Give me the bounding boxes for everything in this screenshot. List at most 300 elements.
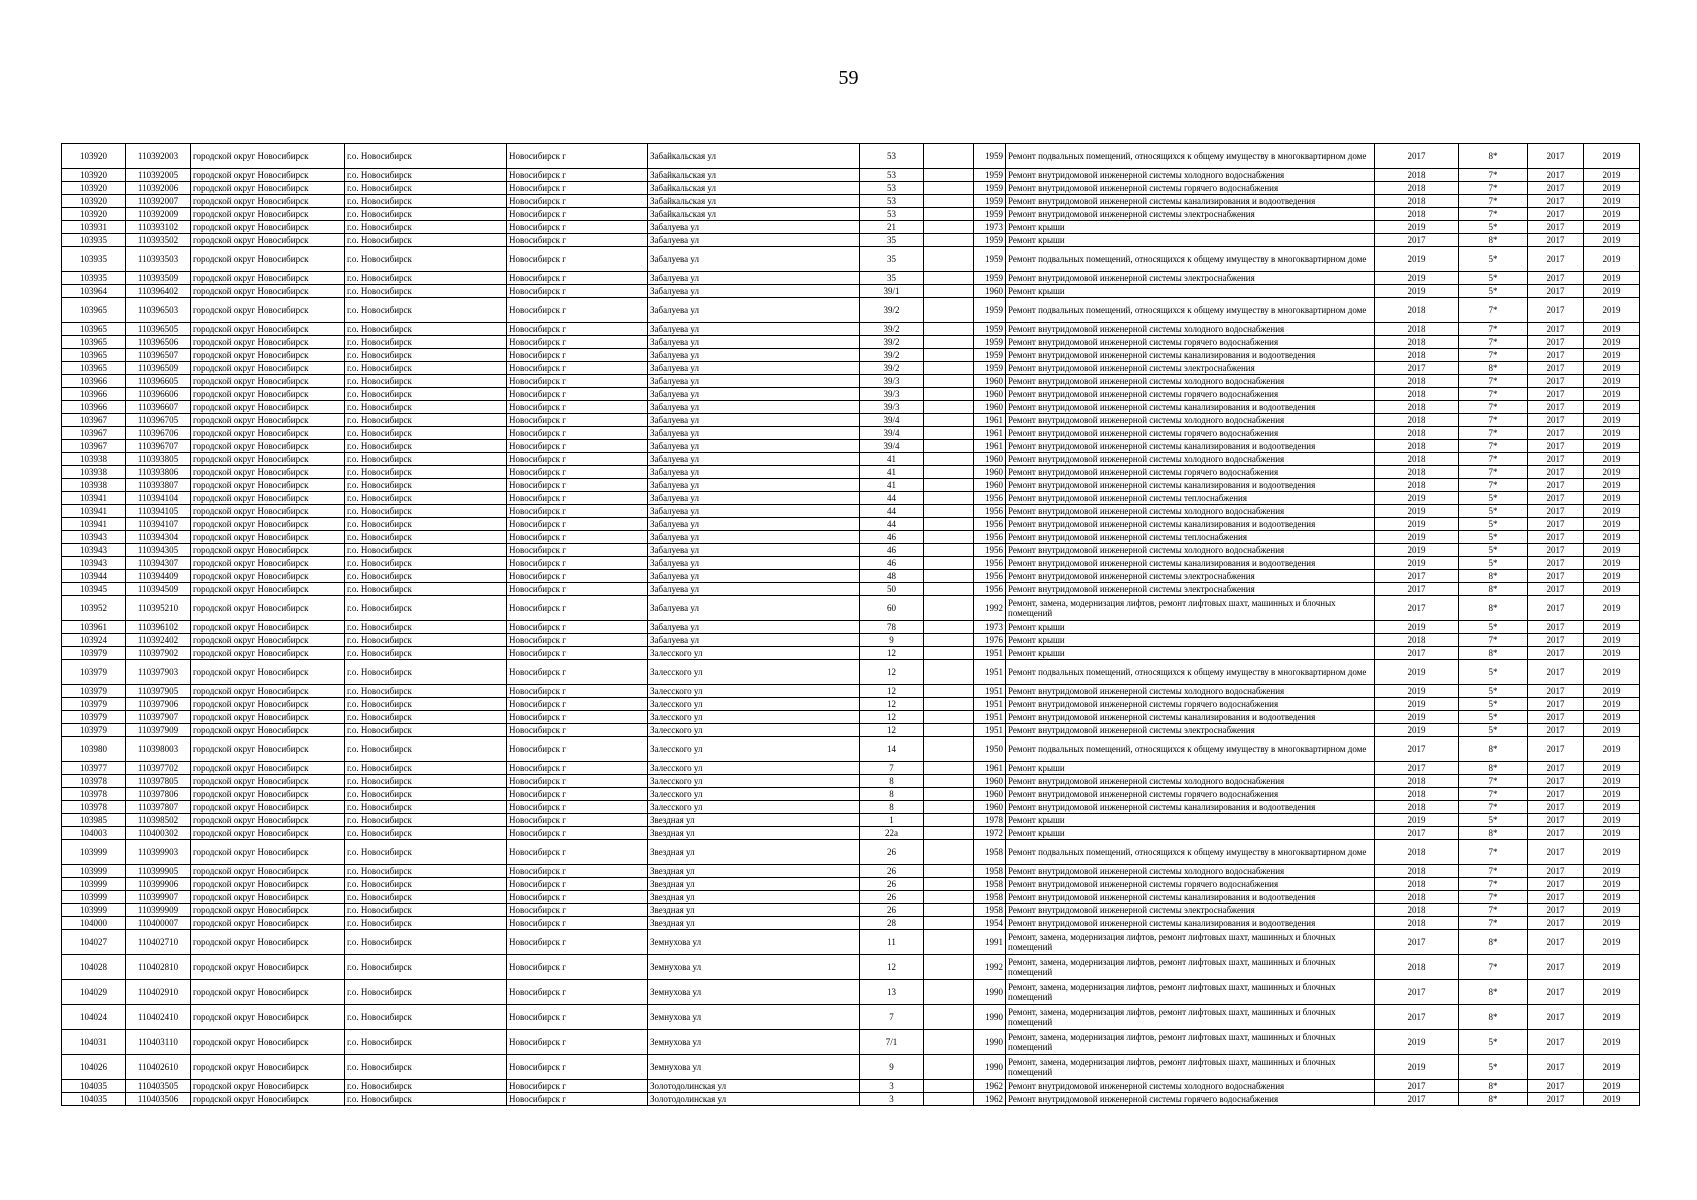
cell-house: 7 [860, 762, 924, 775]
cell-plan-year: 2017 [1375, 762, 1459, 775]
cell-house: 8 [860, 801, 924, 814]
cell-work-code: 110397806 [126, 788, 191, 801]
cell-year-built: 1962 [974, 1080, 1006, 1093]
cell-municipality: городской округ Новосибирск [191, 349, 345, 362]
cell-work-type: Ремонт крыши [1006, 762, 1375, 775]
cell-extra [924, 144, 974, 169]
cell-work-type: Ремонт, замена, модернизация лифтов, ремонт лифтовых шахт, машинных и блочных помещений [1006, 1055, 1375, 1080]
cell-period-end: 2019 [1584, 336, 1640, 349]
cell-year-built: 1960 [974, 401, 1006, 414]
cell-municipality: городской округ Новосибирск [191, 775, 345, 788]
cell-house: 22а [860, 827, 924, 840]
cell-house: 41 [860, 453, 924, 466]
cell-extra [924, 336, 974, 349]
cell-work-code: 110394304 [126, 531, 191, 544]
cell-street: Звездная ул [648, 917, 860, 930]
cell-object-id: 103979 [62, 647, 126, 660]
cell-district: г.о. Новосибирск [345, 505, 507, 518]
cell-district: г.о. Новосибирск [345, 840, 507, 865]
cell-street: Забалуева ул [648, 298, 860, 323]
table-row [62, 904, 1640, 917]
cell-work-type: Ремонт внутридомовой инженерной системы канализирования и водоотведения [1006, 711, 1375, 724]
cell-criteria: 5* [1459, 221, 1528, 234]
cell-house: 46 [860, 557, 924, 570]
cell-period-start: 2017 [1528, 466, 1584, 479]
cell-district: г.о. Новосибирск [345, 814, 507, 827]
cell-period-start: 2017 [1528, 388, 1584, 401]
cell-year-built: 1992 [974, 596, 1006, 621]
cell-work-type: Ремонт, замена, модернизация лифтов, ремонт лифтовых шахт, машинных и блочных помещений [1006, 980, 1375, 1005]
cell-criteria: 7* [1459, 865, 1528, 878]
cell-work-code: 110396102 [126, 621, 191, 634]
cell-period-start: 2017 [1528, 272, 1584, 285]
cell-extra [924, 904, 974, 917]
cell-criteria: 7* [1459, 904, 1528, 917]
cell-period-end: 2019 [1584, 570, 1640, 583]
cell-extra [924, 698, 974, 711]
cell-district: г.о. Новосибирск [345, 466, 507, 479]
cell-extra [924, 878, 974, 891]
cell-house: 26 [860, 865, 924, 878]
cell-extra [924, 323, 974, 336]
cell-house: 44 [860, 492, 924, 505]
cell-period-end: 2019 [1584, 621, 1640, 634]
cell-house: 78 [860, 621, 924, 634]
cell-object-id: 103965 [62, 323, 126, 336]
cell-object-id: 103945 [62, 583, 126, 596]
table-row [62, 208, 1640, 221]
table-row [62, 298, 1640, 323]
cell-municipality: городской округ Новосибирск [191, 414, 345, 427]
cell-period-end: 2019 [1584, 531, 1640, 544]
cell-year-built: 1960 [974, 788, 1006, 801]
cell-street: Залесского ул [648, 711, 860, 724]
cell-house: 8 [860, 775, 924, 788]
cell-plan-year: 2018 [1375, 955, 1459, 980]
cell-work-code: 110392007 [126, 195, 191, 208]
cell-extra [924, 453, 974, 466]
cell-house: 26 [860, 904, 924, 917]
cell-city: Новосибирск г [507, 788, 648, 801]
cell-year-built: 1990 [974, 1055, 1006, 1080]
cell-city: Новосибирск г [507, 234, 648, 247]
cell-criteria: 7* [1459, 801, 1528, 814]
cell-year-built: 1959 [974, 144, 1006, 169]
cell-year-built: 1951 [974, 711, 1006, 724]
cell-house: 12 [860, 647, 924, 660]
cell-extra [924, 775, 974, 788]
cell-period-start: 2017 [1528, 298, 1584, 323]
cell-period-start: 2017 [1528, 827, 1584, 840]
cell-criteria: 5* [1459, 814, 1528, 827]
cell-plan-year: 2019 [1375, 247, 1459, 272]
cell-district: г.о. Новосибирск [345, 298, 507, 323]
cell-extra [924, 401, 974, 414]
cell-work-code: 110397909 [126, 724, 191, 737]
cell-street: Залесского ул [648, 762, 860, 775]
cell-work-type: Ремонт внутридомовой инженерной системы горячего водоснабжения [1006, 1093, 1375, 1106]
cell-extra [924, 285, 974, 298]
cell-city: Новосибирск г [507, 840, 648, 865]
cell-object-id: 103941 [62, 518, 126, 531]
cell-criteria: 7* [1459, 891, 1528, 904]
cell-district: г.о. Новосибирск [345, 401, 507, 414]
cell-street: Забалуева ул [648, 234, 860, 247]
table-row [62, 647, 1640, 660]
cell-extra [924, 814, 974, 827]
cell-work-code: 110392402 [126, 634, 191, 647]
cell-city: Новосибирск г [507, 492, 648, 505]
cell-city: Новосибирск г [507, 427, 648, 440]
cell-extra [924, 479, 974, 492]
cell-period-start: 2017 [1528, 375, 1584, 388]
cell-street: Золотодолинская ул [648, 1093, 860, 1106]
cell-year-built: 1960 [974, 801, 1006, 814]
cell-work-code: 110402410 [126, 1005, 191, 1030]
cell-object-id: 103961 [62, 621, 126, 634]
cell-year-built: 1958 [974, 840, 1006, 865]
cell-district: г.о. Новосибирск [345, 685, 507, 698]
cell-year-built: 1990 [974, 980, 1006, 1005]
cell-work-type: Ремонт внутридомовой инженерной системы канализирования и водоотведения [1006, 557, 1375, 570]
cell-work-code: 110393805 [126, 453, 191, 466]
cell-work-code: 110394409 [126, 570, 191, 583]
cell-street: Забалуева ул [648, 414, 860, 427]
cell-extra [924, 349, 974, 362]
cell-work-type: Ремонт крыши [1006, 647, 1375, 660]
cell-extra [924, 685, 974, 698]
cell-house: 39/2 [860, 362, 924, 375]
cell-period-end: 2019 [1584, 711, 1640, 724]
cell-district: г.о. Новосибирск [345, 1093, 507, 1106]
cell-criteria: 5* [1459, 518, 1528, 531]
table-row [62, 955, 1640, 980]
cell-work-type: Ремонт подвальных помещений, относящихся к общему имуществу в многоквартирном доме [1006, 840, 1375, 865]
table-row [62, 272, 1640, 285]
cell-object-id: 103964 [62, 285, 126, 298]
cell-work-code: 110397906 [126, 698, 191, 711]
cell-municipality: городской округ Новосибирск [191, 362, 345, 375]
cell-extra [924, 801, 974, 814]
cell-municipality: городской округ Новосибирск [191, 878, 345, 891]
table-row [62, 685, 1640, 698]
cell-extra [924, 195, 974, 208]
cell-work-code: 110393503 [126, 247, 191, 272]
cell-work-code: 110396706 [126, 427, 191, 440]
cell-house: 12 [860, 724, 924, 737]
cell-plan-year: 2019 [1375, 660, 1459, 685]
cell-district: г.о. Новосибирск [345, 698, 507, 711]
cell-plan-year: 2018 [1375, 891, 1459, 904]
cell-plan-year: 2018 [1375, 375, 1459, 388]
cell-object-id: 103952 [62, 596, 126, 621]
cell-house: 9 [860, 634, 924, 647]
cell-district: г.о. Новосибирск [345, 801, 507, 814]
cell-district: г.о. Новосибирск [345, 878, 507, 891]
cell-district: г.о. Новосибирск [345, 453, 507, 466]
table-row [62, 724, 1640, 737]
cell-plan-year: 2019 [1375, 505, 1459, 518]
cell-period-end: 2019 [1584, 955, 1640, 980]
cell-city: Новосибирск г [507, 775, 648, 788]
table-row [62, 865, 1640, 878]
cell-street: Земнухова ул [648, 930, 860, 955]
cell-criteria: 5* [1459, 492, 1528, 505]
cell-criteria: 8* [1459, 362, 1528, 375]
cell-work-type: Ремонт внутридомовой инженерной системы канализирования и водоотведения [1006, 401, 1375, 414]
cell-house: 44 [860, 518, 924, 531]
cell-extra [924, 891, 974, 904]
cell-period-start: 2017 [1528, 570, 1584, 583]
cell-city: Новосибирск г [507, 362, 648, 375]
cell-object-id: 103979 [62, 660, 126, 685]
cell-extra [924, 414, 974, 427]
cell-work-code: 110400007 [126, 917, 191, 930]
cell-work-code: 110393509 [126, 272, 191, 285]
cell-object-id: 103980 [62, 737, 126, 762]
cell-house: 7 [860, 1005, 924, 1030]
cell-period-end: 2019 [1584, 737, 1640, 762]
cell-criteria: 7* [1459, 453, 1528, 466]
cell-criteria: 7* [1459, 349, 1528, 362]
cell-city: Новосибирск г [507, 1005, 648, 1030]
cell-year-built: 1951 [974, 660, 1006, 685]
table-row [62, 169, 1640, 182]
cell-work-code: 110402610 [126, 1055, 191, 1080]
cell-plan-year: 2018 [1375, 479, 1459, 492]
cell-extra [924, 660, 974, 685]
cell-criteria: 8* [1459, 762, 1528, 775]
cell-city: Новосибирск г [507, 1055, 648, 1080]
cell-street: Забайкальская ул [648, 208, 860, 221]
cell-district: г.о. Новосибирск [345, 583, 507, 596]
cell-municipality: городской округ Новосибирск [191, 647, 345, 660]
cell-work-type: Ремонт крыши [1006, 221, 1375, 234]
cell-year-built: 1973 [974, 221, 1006, 234]
cell-period-end: 2019 [1584, 362, 1640, 375]
cell-plan-year: 2019 [1375, 1030, 1459, 1055]
cell-work-type: Ремонт крыши [1006, 814, 1375, 827]
cell-municipality: городской округ Новосибирск [191, 182, 345, 195]
cell-work-code: 110392003 [126, 144, 191, 169]
cell-work-type: Ремонт внутридомовой инженерной системы канализирования и водоотведения [1006, 891, 1375, 904]
cell-district: г.о. Новосибирск [345, 221, 507, 234]
cell-city: Новосибирск г [507, 401, 648, 414]
cell-period-start: 2017 [1528, 505, 1584, 518]
cell-district: г.о. Новосибирск [345, 144, 507, 169]
cell-extra [924, 234, 974, 247]
cell-criteria: 7* [1459, 336, 1528, 349]
cell-work-code: 110396507 [126, 349, 191, 362]
cell-city: Новосибирск г [507, 801, 648, 814]
cell-year-built: 1959 [974, 247, 1006, 272]
cell-year-built: 1959 [974, 298, 1006, 323]
cell-house: 26 [860, 840, 924, 865]
cell-object-id: 103943 [62, 557, 126, 570]
cell-work-type: Ремонт внутридомовой инженерной системы канализирования и водоотведения [1006, 440, 1375, 453]
cell-period-end: 2019 [1584, 388, 1640, 401]
cell-city: Новосибирск г [507, 195, 648, 208]
cell-period-start: 2017 [1528, 904, 1584, 917]
cell-district: г.о. Новосибирск [345, 711, 507, 724]
cell-period-start: 2017 [1528, 144, 1584, 169]
cell-municipality: городской округ Новосибирск [191, 814, 345, 827]
cell-criteria: 5* [1459, 531, 1528, 544]
cell-city: Новосибирск г [507, 453, 648, 466]
cell-house: 3 [860, 1080, 924, 1093]
table-row [62, 1005, 1640, 1030]
table-row [62, 762, 1640, 775]
cell-object-id: 103967 [62, 414, 126, 427]
cell-municipality: городской округ Новосибирск [191, 453, 345, 466]
cell-municipality: городской округ Новосибирск [191, 762, 345, 775]
cell-period-end: 2019 [1584, 349, 1640, 362]
cell-city: Новосибирск г [507, 955, 648, 980]
cell-work-type: Ремонт, замена, модернизация лифтов, ремонт лифтовых шахт, машинных и блочных помещений [1006, 930, 1375, 955]
cell-municipality: городской округ Новосибирск [191, 904, 345, 917]
cell-street: Забайкальская ул [648, 169, 860, 182]
cell-year-built: 1956 [974, 544, 1006, 557]
cell-work-type: Ремонт внутридомовой инженерной системы холодного водоснабжения [1006, 323, 1375, 336]
cell-city: Новосибирск г [507, 182, 648, 195]
cell-plan-year: 2018 [1375, 401, 1459, 414]
table-row [62, 583, 1640, 596]
cell-municipality: городской округ Новосибирск [191, 208, 345, 221]
cell-plan-year: 2018 [1375, 440, 1459, 453]
cell-object-id: 103979 [62, 698, 126, 711]
cell-municipality: городской округ Новосибирск [191, 1030, 345, 1055]
cell-extra [924, 298, 974, 323]
cell-work-type: Ремонт внутридомовой инженерной системы электроснабжения [1006, 208, 1375, 221]
cell-period-end: 2019 [1584, 1030, 1640, 1055]
cell-street: Залесского ул [648, 801, 860, 814]
cell-work-code: 110393807 [126, 479, 191, 492]
cell-year-built: 1956 [974, 505, 1006, 518]
cell-year-built: 1992 [974, 955, 1006, 980]
cell-object-id: 103966 [62, 401, 126, 414]
cell-street: Звездная ул [648, 891, 860, 904]
cell-plan-year: 2018 [1375, 801, 1459, 814]
cell-period-end: 2019 [1584, 724, 1640, 737]
cell-plan-year: 2019 [1375, 285, 1459, 298]
cell-street: Земнухова ул [648, 980, 860, 1005]
cell-municipality: городской округ Новосибирск [191, 505, 345, 518]
cell-city: Новосибирск г [507, 466, 648, 479]
cell-period-end: 2019 [1584, 865, 1640, 878]
cell-extra [924, 531, 974, 544]
cell-object-id: 103935 [62, 234, 126, 247]
cell-extra [924, 955, 974, 980]
cell-plan-year: 2019 [1375, 621, 1459, 634]
cell-object-id: 104026 [62, 1055, 126, 1080]
cell-object-id: 103920 [62, 182, 126, 195]
cell-object-id: 103965 [62, 298, 126, 323]
cell-house: 12 [860, 698, 924, 711]
cell-year-built: 1959 [974, 323, 1006, 336]
cell-work-code: 110394307 [126, 557, 191, 570]
cell-year-built: 1959 [974, 208, 1006, 221]
cell-street: Забалуева ул [648, 349, 860, 362]
cell-house: 39/2 [860, 336, 924, 349]
cell-house: 60 [860, 596, 924, 621]
cell-criteria: 5* [1459, 247, 1528, 272]
cell-work-type: Ремонт подвальных помещений, относящихся к общему имуществу в многоквартирном доме [1006, 247, 1375, 272]
cell-period-end: 2019 [1584, 878, 1640, 891]
cell-work-code: 110393502 [126, 234, 191, 247]
cell-criteria: 5* [1459, 724, 1528, 737]
cell-street: Забайкальская ул [648, 182, 860, 195]
cell-house: 39/4 [860, 427, 924, 440]
cell-criteria: 7* [1459, 375, 1528, 388]
cell-object-id: 103999 [62, 878, 126, 891]
cell-street: Забайкальская ул [648, 144, 860, 169]
cell-city: Новосибирск г [507, 878, 648, 891]
cell-period-end: 2019 [1584, 904, 1640, 917]
cell-period-end: 2019 [1584, 234, 1640, 247]
cell-municipality: городской округ Новосибирск [191, 840, 345, 865]
cell-street: Забалуева ул [648, 621, 860, 634]
cell-plan-year: 2018 [1375, 349, 1459, 362]
cell-district: г.о. Новосибирск [345, 955, 507, 980]
cell-period-start: 2017 [1528, 596, 1584, 621]
cell-work-code: 110402710 [126, 930, 191, 955]
cell-plan-year: 2019 [1375, 557, 1459, 570]
cell-municipality: городской округ Новосибирск [191, 195, 345, 208]
cell-municipality: городской округ Новосибирск [191, 891, 345, 904]
cell-criteria: 7* [1459, 466, 1528, 479]
cell-period-start: 2017 [1528, 775, 1584, 788]
cell-work-code: 110397702 [126, 762, 191, 775]
cell-criteria: 8* [1459, 737, 1528, 762]
cell-object-id: 103924 [62, 634, 126, 647]
cell-street: Залесского ул [648, 788, 860, 801]
cell-plan-year: 2017 [1375, 596, 1459, 621]
cell-year-built: 1978 [974, 814, 1006, 827]
cell-city: Новосибирск г [507, 557, 648, 570]
cell-street: Забалуева ул [648, 492, 860, 505]
cell-period-end: 2019 [1584, 285, 1640, 298]
cell-work-code: 110396705 [126, 414, 191, 427]
cell-work-type: Ремонт внутридомовой инженерной системы электроснабжения [1006, 583, 1375, 596]
cell-plan-year: 2018 [1375, 634, 1459, 647]
cell-house: 26 [860, 891, 924, 904]
cell-city: Новосибирск г [507, 724, 648, 737]
table-row [62, 1080, 1640, 1093]
cell-object-id: 103979 [62, 724, 126, 737]
cell-street: Забалуева ул [648, 466, 860, 479]
cell-extra [924, 557, 974, 570]
cell-criteria: 5* [1459, 660, 1528, 685]
cell-object-id: 103966 [62, 388, 126, 401]
cell-city: Новосибирск г [507, 208, 648, 221]
cell-period-start: 2017 [1528, 737, 1584, 762]
cell-period-start: 2017 [1528, 891, 1584, 904]
cell-year-built: 1960 [974, 479, 1006, 492]
cell-extra [924, 492, 974, 505]
cell-year-built: 1956 [974, 531, 1006, 544]
cell-object-id: 104028 [62, 955, 126, 980]
cell-plan-year: 2018 [1375, 208, 1459, 221]
cell-street: Залесского ул [648, 724, 860, 737]
cell-district: г.о. Новосибирск [345, 208, 507, 221]
cell-year-built: 1960 [974, 388, 1006, 401]
cell-work-code: 110399906 [126, 878, 191, 891]
table-row [62, 827, 1640, 840]
cell-work-code: 110392009 [126, 208, 191, 221]
cell-extra [924, 440, 974, 453]
cell-period-start: 2017 [1528, 544, 1584, 557]
cell-house: 9 [860, 1055, 924, 1080]
